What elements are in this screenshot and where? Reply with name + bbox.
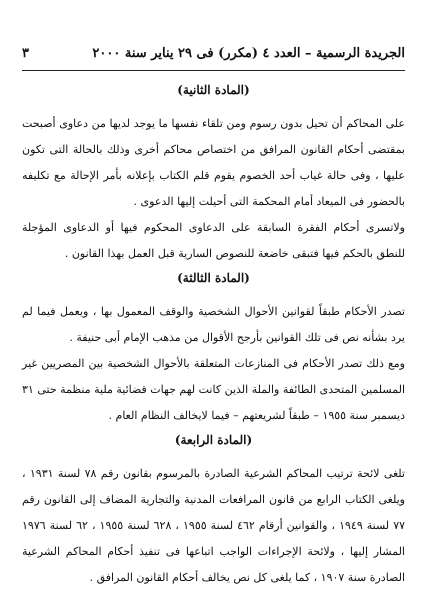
header-divider (22, 70, 405, 71)
article-2-heading: (المادة الثانية) (177, 83, 250, 97)
page-number: ٣ (22, 46, 29, 61)
article-3-heading: (المادة الثالثة) (177, 271, 250, 285)
header-title: الجريدة الرسمية – العدد ٤ (مكرر) فى ٢٩ يناير سنة ٢٠٠٠ (92, 46, 405, 61)
article-3-paragraph-2: ومع ذلك تصدر الأحكام فى المنازعات المتعلقة بالأحوال الشخصية بين المصريين غير المسلمين المتحدى الطائفة والملة الذين كانت لهم جهات قضائية ملية منظمة حتى ٣١ ديسمبر سنة ١٩٥٥ – طبقاً لشريعتهم – فيما لايخالف النظام العام . (22, 357, 405, 422)
article-4-paragraph-1: تلغى لائحة ترتيب المحاكم الشرعية الصادرة بالمرسوم بقانون رقم ٧٨ لسنة ١٩٣١ ، ويلغى الكتاب الرابع من قانون المرافعات المدنية والتجارية المضاف إلى القانون رقم ٧٧ لسنة ١٩٤٩ ، والقوانين أرقام ٤٦٢ لسنة ١٩٥٥ ، ٦٢٨ لسنة ١٩٥٥ ، ٦٢ لسنة ١٩٧٦ المشار إليها ، ولائحة الإجراءات الواجب اتباعها فى تنفيذ أحكام المحاكم الشرعية الصادرة سنة ١٩٠٧ ، كما يلغى كل نص يخالف أحكام القانون المرافق . (22, 467, 406, 584)
article-2-paragraph-2: ولاتسرى أحكام الفقرة السابقة على الدعاوى المحكوم فيها أو الدعاوى المؤجلة للنطق بالحكم فيها فتبقى خاضعة للنصوص السارية قبل العمل بهذا القانون . (22, 221, 405, 260)
document-body (22, 83, 405, 591)
article-2-paragraph-1: على المحاكم أن تحيل بدون رسوم ومن تلقاء نفسها ما يوجد لديها من دعاوى أصبحت بمقتضى أحكام القانون المرافق من اختصاص محاكم أخرى وذلك بالحالة التى تكون عليها ، وفى حالة غياب أحد الخصوم يقوم قلم الكتاب بإعلانه بأمر الإحالة مع تكليفه بالحضور فى الميعاد أمام المحكمة التى أحيلت إليها الدعوى . (22, 117, 405, 208)
page-header (22, 46, 405, 61)
article-3-paragraph-1: تصدر الأحكام طبقاً لقوانين الأحوال الشخصية والوقف المعمول بها ، ويعمل فيما لم يرد بشأنه نص فى تلك القوانين بأرجح الأقوال من مذهب الإمام أبى حنيفة . (22, 305, 405, 344)
article-4-heading: (المادة الرابعة) (174, 433, 253, 447)
